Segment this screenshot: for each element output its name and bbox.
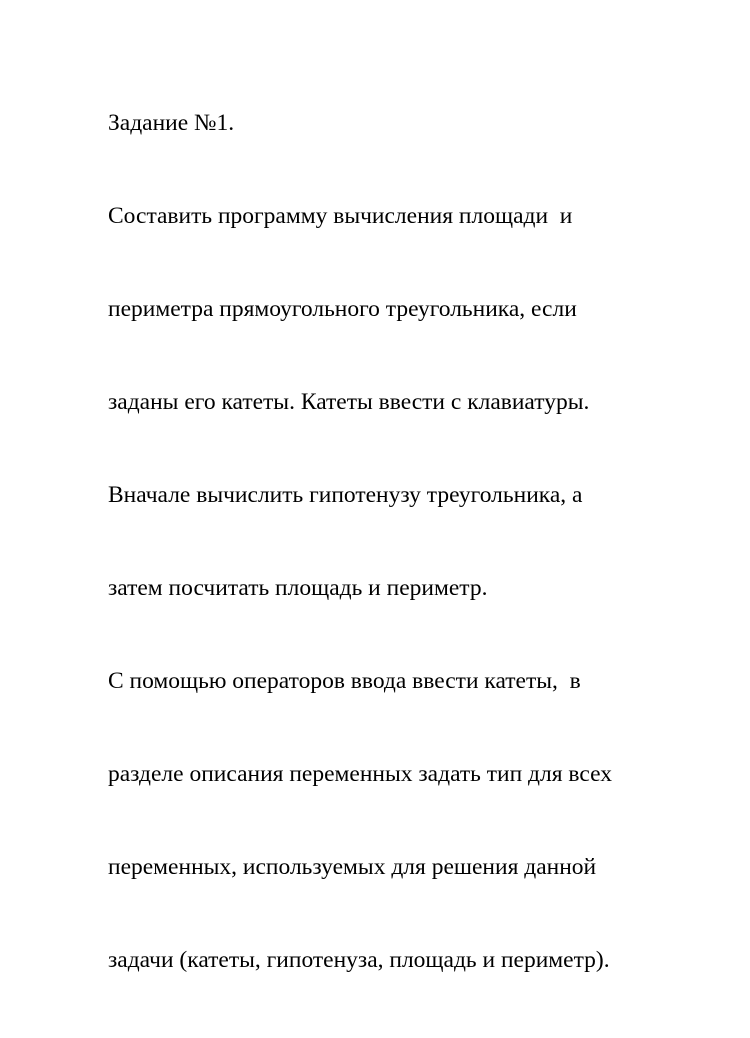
task-text-block — [108, 46, 738, 1038]
task-title: Задание №1. — [108, 110, 235, 136]
task-line-9: задачи (катеты, гипотенуза, площадь и периметр). — [108, 947, 610, 973]
task-line-1: Составить программу вычисления площади и — [108, 203, 573, 229]
task-line-3: заданы его катеты. Катеты ввести с клавиатуры. — [108, 389, 590, 415]
task-line-8: переменных, используемых для решения данной — [108, 854, 597, 880]
task-line-2: периметра прямоугольного треугольника, если — [108, 296, 577, 322]
task-line-5: затем посчитать площадь и периметр. — [108, 575, 488, 601]
task-line-6: С помощью операторов ввода ввести катеты, в — [108, 668, 581, 694]
task-line-4: Вначале вычислить гипотенузу треугольника, а — [108, 482, 583, 508]
task-line-7: разделе описания переменных задать тип для всех — [108, 761, 612, 787]
